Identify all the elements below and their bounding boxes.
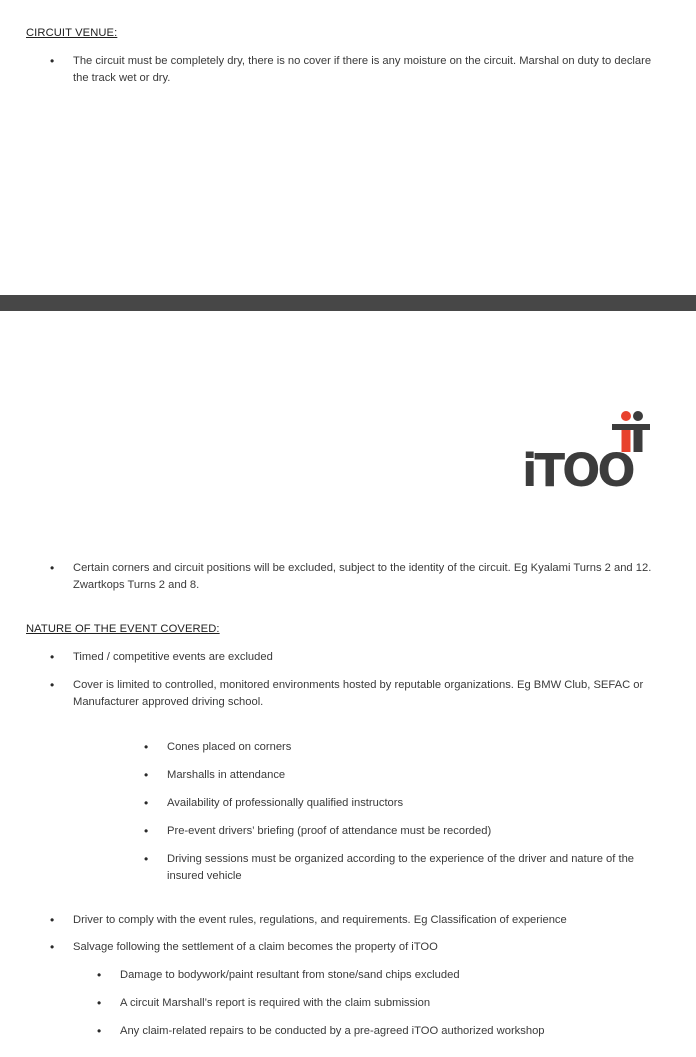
event-bullets-a (73, 649, 653, 711)
list-item: • Pre-event drivers’ briefing (proof of attendance must be recorded) (167, 823, 657, 840)
list-item: • Driver to comply with the event rules, regulations, and requirements. Eg Classification of experience (73, 912, 653, 929)
list-item: • Availability of professionally qualified instructors (167, 795, 657, 812)
list-item: • A circuit Marshall’s report is required with the claim submission (120, 995, 640, 1012)
circuit-venue-heading: CIRCUIT VENUE: (26, 27, 118, 39)
list-item: • Timed / competitive events are excluded (73, 649, 653, 666)
list-item: • Certain corners and circuit positions will be excluded, subject to the identity of the circuit. Eg Kyalami Turns 2 and 12. Zwartkops Turns 2 and 8. (73, 560, 653, 594)
logo-wordmark: iTOO (522, 444, 633, 497)
list-item: • The circuit must be completely dry, there is no cover if there is any moisture on the circuit. Marshal on duty to declare the track wet or dry. (73, 53, 653, 87)
list-item: • Cover is limited to controlled, monitored environments hosted by reputable organizations. Eg BMW Club, SEFAC or Manufacturer approved driving school. (73, 677, 653, 711)
list-item: • Driving sessions must be organized according to the experience of the driver and nature of the insured vehicle (167, 851, 657, 885)
circuit-venue-list (73, 53, 653, 87)
list-item: • Damage to bodywork/paint resultant from stone/sand chips excluded (120, 967, 640, 984)
event-bullets-b (73, 912, 653, 956)
nature-of-event-heading: NATURE OF THE EVENT COVERED: (26, 623, 220, 635)
excluded-corners-list (73, 560, 653, 594)
list-item: • Marshalls in attendance (167, 767, 657, 784)
list-item: • Cones placed on corners (167, 739, 657, 756)
claims-sub-list (120, 967, 640, 1040)
list-item: • Any claim-related repairs to be conducted by a pre-agreed iTOO authorized workshop (120, 1023, 640, 1040)
list-item: • Salvage following the settlement of a claim becomes the property of iTOO (73, 939, 653, 956)
page-divider (0, 295, 696, 311)
itoo-logo (514, 408, 654, 503)
requirements-sub-list (167, 739, 657, 885)
